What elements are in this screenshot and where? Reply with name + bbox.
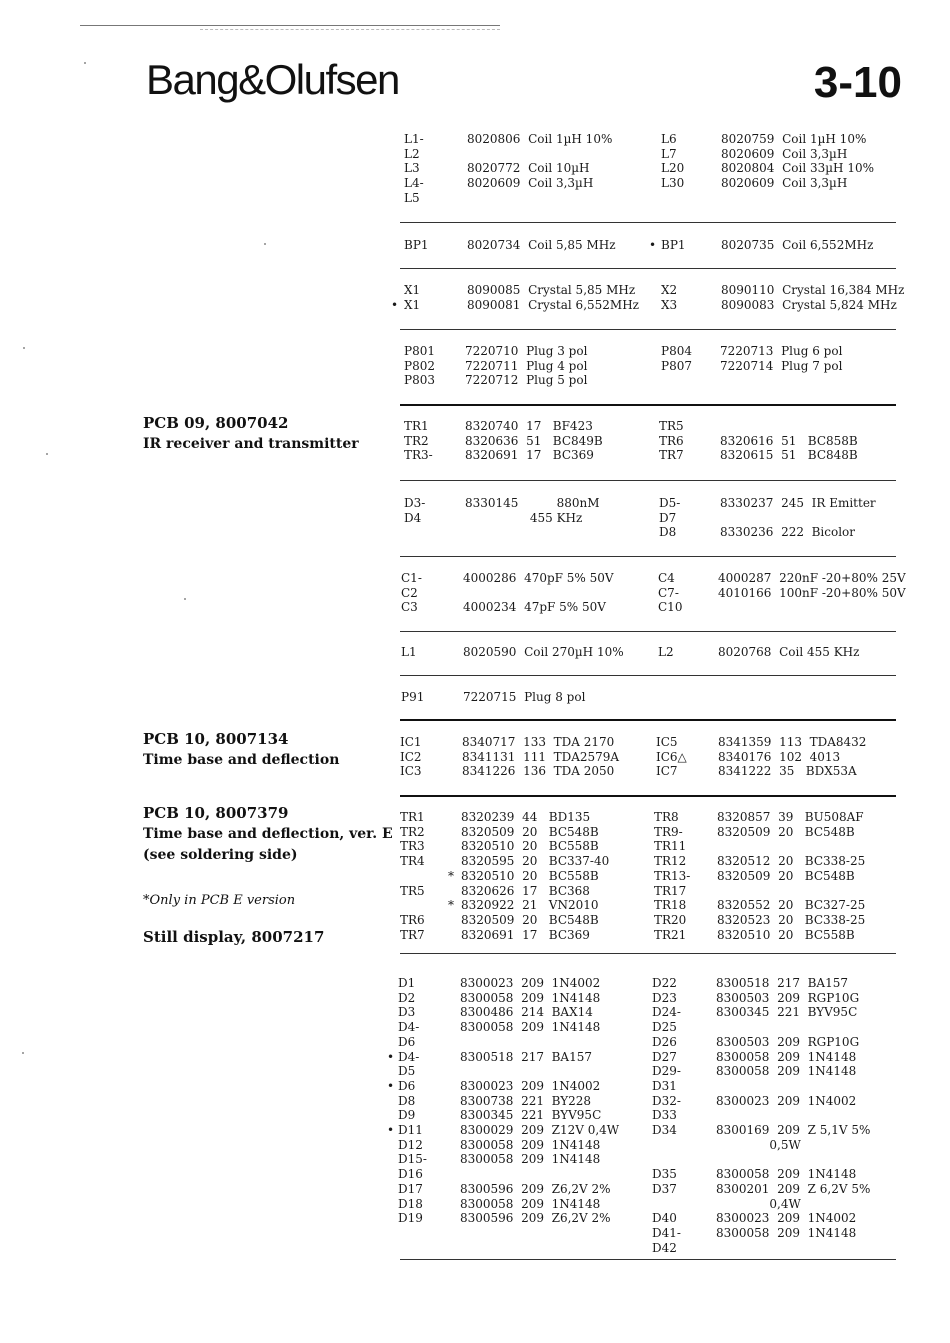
ref-col-right: D22 D23 D24- D25 D26 D27 D29- D31 D32- D33 D34 D35 D37 D40 D41- D42 (652, 976, 681, 1255)
marker: • (649, 238, 657, 252)
ref-col-left: X1 X1 (404, 283, 421, 312)
parts-col-right: 8020759 Coil 1µH 10% 8020609 Coil 3,3µH 8020804 Coil 33µH 10% 8020609 Coil 3,3µH (721, 132, 874, 191)
section-note (143, 890, 295, 911)
parts-col-left: 8320239 44 BD135 8320509 20 BC548B 8320510 20 BC558B 8320595 20 BC337-40 8320510 20 BC558B 8320626 17 BC368 8320922 21 VN2010 8320509 20 BC548B 8320691 17 BC369 (461, 810, 610, 942)
parts-col-right: 8020735 Coil 6,552MHz (721, 238, 874, 252)
scan-speck (23, 347, 25, 349)
parts-col-left: 8090085 Crystal 5,85 MHz 8090081 Crystal 6,552MHz (467, 283, 639, 312)
section-divider (400, 719, 896, 721)
parts-col-left: 8330145 880nM 455 KHz (465, 496, 600, 525)
section-pcb10-b (143, 803, 393, 866)
ref-col-right: IC5 IC6△ IC7 (656, 735, 687, 779)
section-title: PCB 09, 8007042 (143, 414, 289, 432)
parts-col-right: 8320616 51 BC858B 8320615 51 BC848B (720, 433, 858, 463)
parts-col-right: 8300518 217 BA157 8300503 209 RGP10G 8300345 221 BYV95C 8300503 209 RGP10G 8300058 209 1N4148 8300058 209 1N4148 8300023 209 1N4002 8300169 209 Z 5,1V 5% 0,5W 8300058 209 1N4148 8300201 209 Z 6,2V 5% 0,4W 8300023 209 1N4002 8300058 209 1N4148 (716, 976, 871, 1240)
parts-col-right: 7220713 Plug 6 pol 7220714 Plug 7 pol (720, 344, 843, 373)
scan-speck (22, 1052, 24, 1054)
ref-col-right: TR5 TR6 TR7 (659, 419, 684, 463)
parts-col-left: 7220710 Plug 3 pol 7220711 Plug 4 pol 7220712 Plug 5 pol (465, 344, 588, 388)
top-rule-faint (200, 29, 500, 30)
ref-col-left: TR1 TR2 TR3 TR4 TR5 TR6 TR7 (400, 810, 425, 942)
ref-col-right: C4 C7- C10 (658, 571, 683, 615)
scan-speck (264, 243, 266, 245)
parts-col-left: 8020590 Coil 270µH 10% (463, 645, 624, 659)
ref-col-right: X2 X3 (661, 283, 678, 312)
parts-col-left: 7220715 Plug 8 pol (463, 690, 586, 704)
divider (400, 268, 896, 269)
section-subtitle: Time base and deflection (143, 752, 340, 768)
brand-logo: Bang&Olufsen (146, 56, 399, 103)
scan-speck (46, 453, 48, 455)
divider (400, 329, 896, 330)
ref-col-right: TR8 TR9- TR11 TR12 TR13- TR17 TR18 TR20 TR21 (654, 810, 691, 942)
divider (400, 222, 896, 223)
parts-col-right: 8320857 39 BU508AF 8320509 20 BC548B 8320512 20 BC338-25 8320509 20 BC548B 8320552 20 BC327-25 8320523 20 BC338-25 8320510 20 BC558B (717, 810, 866, 942)
parts-col-right: 8020768 Coil 455 KHz (718, 645, 860, 659)
page-number: 3-10 (813, 58, 902, 107)
divider (400, 675, 896, 676)
parts-col-right: 8090110 Crystal 16,384 MHz 8090083 Crystal 5,824 MHz (721, 283, 905, 312)
ref-col-left: D3- D4 (404, 496, 426, 525)
parts-col-left: 8320740 17 BF423 8320636 51 BC849B 8320691 17 BC369 (465, 419, 603, 463)
parts-col-right: 8341359 113 TDA8432 8340176 102 4013 8341222 35 BDX53A (718, 735, 867, 779)
marker: • • • (387, 1049, 395, 1138)
section-divider (400, 795, 896, 797)
ref-col-right: L2 (658, 645, 674, 659)
section-title: PCB 10, 8007379 (143, 804, 289, 822)
parts-col-right: 8330237 245 IR Emitter 8330236 222 Bicolor (720, 496, 876, 540)
section-title: Still display, 8007217 (143, 928, 325, 946)
parts-col-left: 8300023 209 1N4002 8300058 209 1N4148 8300486 214 BAX14 8300058 209 1N4148 8300518 217 BA157 8300023 209 1N4002 8300738 221 BY228 8300345 221 BYV95C 8300029 209 Z12V 0,4W 8300058 209 1N4148 8300058 209 1N4148 8300596 209 Z6,2V 2% 8300058 209 1N4148 8300596 209 Z6,2V 2% (460, 976, 620, 1226)
section-divider (400, 404, 896, 406)
ref-col-left: IC1 IC2 IC3 (400, 735, 422, 779)
ref-col-right: P804 P807 (661, 344, 692, 373)
divider (400, 631, 896, 632)
scan-speck (84, 62, 86, 64)
parts-col-left: 8020734 Coil 5,85 MHz (467, 238, 616, 252)
section-title: PCB 10, 8007134 (143, 730, 289, 748)
divider (400, 480, 896, 481)
ref-col-right: L6 L7 L20 L30 (661, 132, 685, 191)
ref-col-right: BP1 (661, 238, 686, 252)
ref-col-right: D5- D7 D8 (659, 496, 681, 540)
parts-col-left: 4000286 470pF 5% 50V 4000234 47pF 5% 50V (463, 571, 614, 615)
bottom-divider (400, 1259, 896, 1260)
ref-col-left: C1- C2 C3 (401, 571, 422, 615)
parts-col-left: 8340717 133 TDA 2170 8341131 111 TDA2579A 8341226 136 TDA 2050 (462, 735, 620, 779)
section-subtitle: IR receiver and transmitter (143, 436, 359, 452)
ref-col-left: P801 P802 P803 (404, 344, 435, 388)
footnote: *Only in PCB E version (143, 893, 296, 908)
ref-col-left: TR1 TR2 TR3- (404, 419, 433, 463)
marker: * * (448, 868, 454, 913)
ref-col-left: L1- L2 L3 L4- L5 (404, 132, 424, 205)
ref-col-left: P91 (401, 690, 425, 704)
ref-col-left: L1 (401, 645, 417, 659)
divider (400, 556, 896, 557)
section-subtitle: Time base and deflection, ver. E (143, 826, 393, 842)
scan-speck (184, 598, 186, 600)
section-pcb09 (143, 413, 359, 455)
parts-col-left: 8020806 Coil 1µH 10% 8020772 Coil 10µH 8020609 Coil 3,3µH (467, 132, 613, 191)
ref-col-left: BP1 (404, 238, 429, 252)
section-still-display (143, 927, 324, 948)
marker: • (391, 297, 399, 312)
section-subtitle: (see soldering side) (143, 847, 298, 863)
divider (400, 953, 896, 954)
parts-col-right: 4000287 220nF -20+80% 25V 4010166 100nF -20+80% 50V (718, 571, 906, 600)
top-rule (80, 25, 500, 26)
section-pcb10-a (143, 729, 339, 771)
ref-col-left: D1 D2 D3 D4- D6 D4- D5 D6 D8 D9 D11 D12 D15- D16 D17 D18 D19 (398, 976, 427, 1226)
